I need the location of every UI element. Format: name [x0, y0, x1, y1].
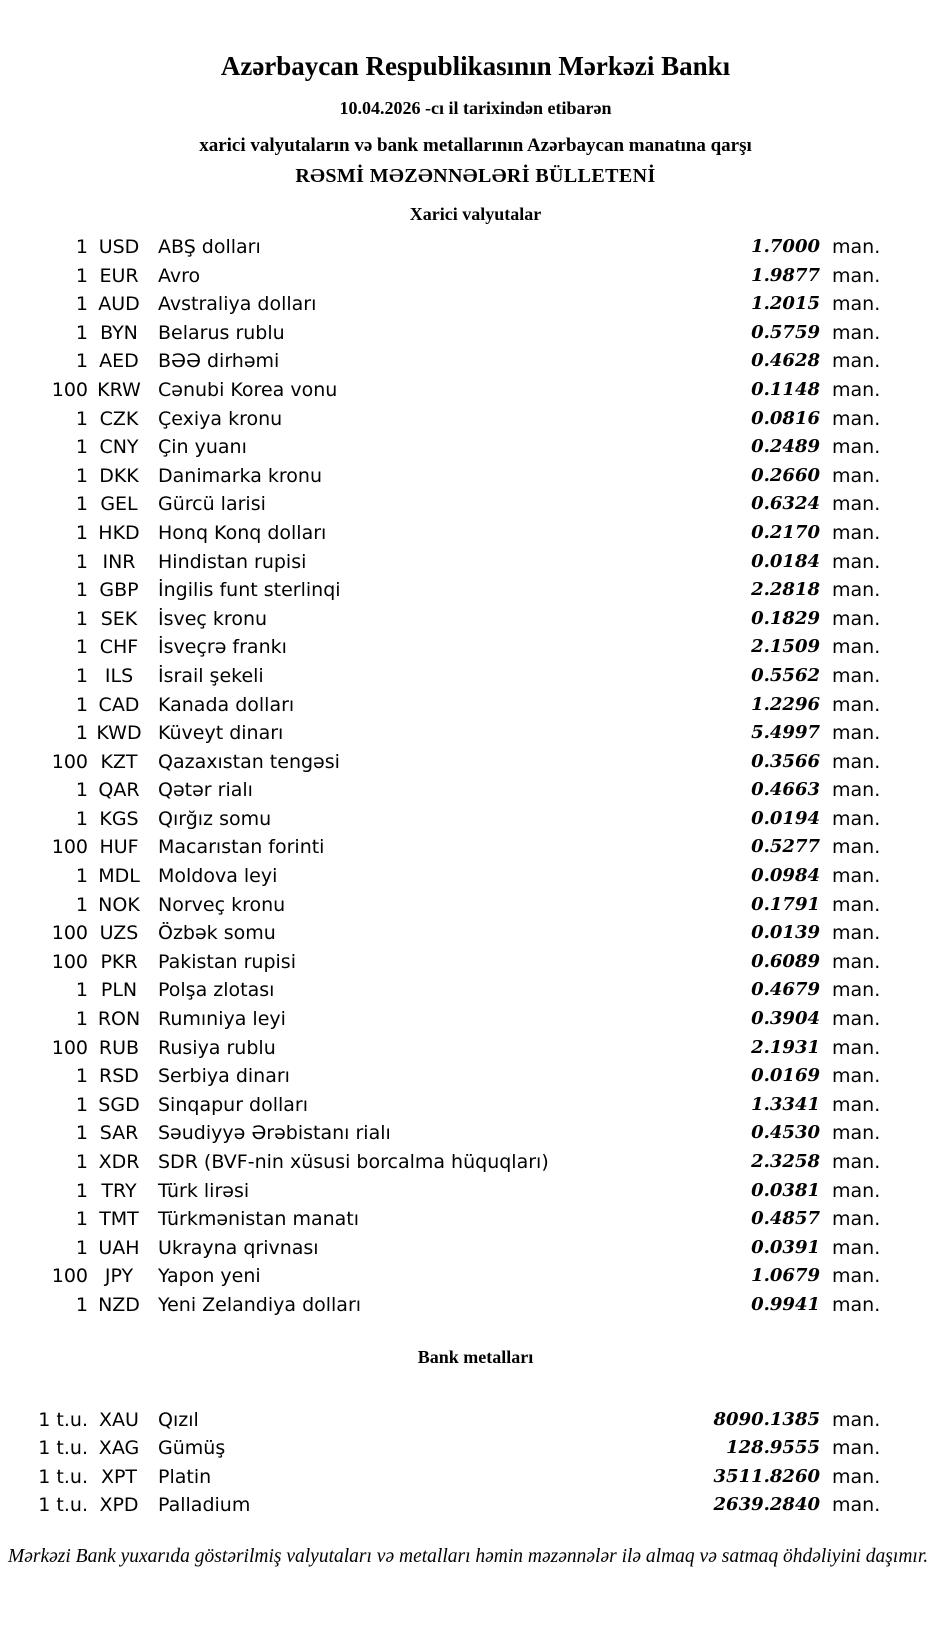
rate-quantity: 1	[75, 1179, 88, 1202]
rate-value: 0.2489	[751, 436, 820, 458]
rate-quantity: 1	[75, 1293, 88, 1316]
rate-quantity: 1	[75, 1151, 88, 1173]
rate-value: 0.5277	[751, 836, 820, 858]
currency-name: Cənubi Korea vonu	[158, 378, 338, 401]
rate-quantity: 1	[75, 521, 88, 544]
currency-code: ILS	[104, 664, 134, 687]
rate-quantity: 1	[75, 436, 88, 459]
currency-code: KWD	[96, 722, 142, 745]
rate-value: 2.1931	[751, 1036, 820, 1058]
rate-row	[0, 576, 880, 605]
rate-value: 0.6324	[751, 493, 820, 515]
rate-value: 0.4628	[751, 350, 820, 372]
rate-row	[0, 376, 880, 405]
currency-code: BYN	[100, 321, 138, 344]
rate-quantity: 1	[75, 1093, 88, 1116]
rate-row	[0, 319, 880, 348]
rate-quantity: 100	[51, 378, 88, 401]
manat-unit-label: man.	[832, 1179, 881, 1202]
rate-value: 0.4530	[751, 1122, 820, 1144]
currency-name: Ukrayna qrivnası	[158, 1236, 319, 1259]
currency-name: Qazaxıstan tengəsi	[158, 750, 340, 773]
currency-name: Macarıstan forinti	[158, 836, 325, 859]
rate-quantity: 1	[75, 407, 88, 430]
currency-code: TMT	[99, 1208, 139, 1231]
rate-quantity: 1	[75, 807, 88, 830]
currency-name: Honq Konq dolları	[158, 521, 327, 544]
rate-value: 2639.2840	[713, 1494, 820, 1516]
rate-quantity: 100	[51, 950, 88, 973]
rate-row	[0, 548, 880, 577]
manat-unit-label: man.	[832, 1494, 881, 1517]
manat-unit-label: man.	[832, 1236, 881, 1259]
rate-value: 8090.1385	[713, 1408, 820, 1430]
manat-unit-label: man.	[832, 779, 881, 802]
currency-code: UAH	[98, 1236, 140, 1259]
currency-code: RUB	[98, 1036, 140, 1059]
rate-quantity: 1	[75, 464, 88, 487]
currency-name: Rumıniya leyi	[158, 1008, 286, 1031]
rate-row	[0, 1148, 880, 1177]
rate-quantity: 1	[75, 979, 88, 1002]
currency-code: TRY	[101, 1179, 137, 1202]
manat-unit-label: man.	[832, 922, 881, 945]
manat-unit-label: man.	[832, 436, 881, 459]
currency-code: KRW	[97, 378, 141, 401]
rate-quantity: 100	[51, 1265, 88, 1288]
currency-code: INR	[102, 550, 136, 573]
manat-unit-label: man.	[832, 807, 881, 830]
rate-quantity: 1	[75, 779, 88, 802]
rate-row	[0, 1177, 880, 1206]
rate-value: 1.3341	[751, 1093, 820, 1115]
rate-value: 3511.8260	[713, 1465, 820, 1487]
manat-unit-label: man.	[832, 1437, 881, 1460]
manat-unit-label: man.	[832, 550, 881, 573]
rate-row	[0, 662, 880, 691]
currency-name: Qırğız somu	[158, 807, 272, 830]
rate-row	[0, 433, 880, 462]
currency-name: Çexiya kronu	[158, 407, 283, 430]
currency-code: HKD	[98, 521, 140, 544]
currency-code: AED	[99, 350, 139, 373]
manat-unit-label: man.	[832, 407, 881, 430]
currency-code: MDL	[98, 865, 140, 888]
manat-unit-label: man.	[832, 1036, 881, 1059]
rate-quantity: 1	[75, 1008, 88, 1031]
rate-row	[0, 605, 880, 634]
rate-value: 0.2660	[751, 464, 820, 486]
rate-quantity: 1	[75, 664, 88, 687]
rate-value: 0.4857	[751, 1208, 820, 1230]
rate-quantity: 1	[75, 722, 88, 745]
effective-date-line: 10.04.2026 -cı il tarixindən etibarən	[339, 98, 612, 118]
rate-row	[0, 1234, 880, 1263]
manat-unit-label: man.	[832, 1122, 881, 1145]
rate-value: 1.7000	[751, 236, 820, 257]
manat-unit-label: man.	[832, 236, 881, 258]
currency-name: İngilis funt sterlinqi	[158, 579, 341, 602]
manat-unit-label: man.	[832, 493, 881, 516]
rate-quantity: 100	[51, 836, 88, 859]
rate-quantity: 1	[75, 1208, 88, 1231]
metals-section-title: Bank metalları	[417, 1346, 534, 1367]
rate-value: 2.2818	[751, 579, 820, 601]
manat-unit-label: man.	[832, 264, 881, 287]
rate-row	[0, 976, 880, 1005]
rate-quantity: 100	[51, 922, 88, 945]
currencies-section-title: Xarici valyutalar	[409, 204, 542, 224]
currency-name: Avro	[158, 264, 201, 287]
rate-quantity: 1	[75, 350, 88, 373]
rate-row	[0, 862, 880, 891]
manat-unit-label: man.	[832, 664, 881, 687]
rate-quantity: 1	[75, 607, 88, 630]
rate-quantity: 1	[75, 579, 88, 602]
rate-value: 128.9555	[726, 1437, 820, 1459]
currency-name: Platin	[158, 1465, 212, 1488]
rate-quantity: 1	[75, 493, 88, 516]
rate-quantity: 1	[75, 321, 88, 344]
disclaimer-note: Mərkəzi Bank yuxarıda göstərilmiş valyutaları və metalları həmin məzənnələr ilə almaq və satmaq öhdəliyini daşımır.	[8, 1545, 929, 1567]
manat-unit-label: man.	[832, 521, 881, 544]
currency-name: SDR (BVF-nin xüsusi borcalma hüquqları)	[158, 1151, 549, 1173]
manat-unit-label: man.	[832, 579, 881, 602]
manat-unit-label: man.	[832, 1208, 881, 1231]
manat-unit-label: man.	[832, 979, 881, 1002]
manat-unit-label: man.	[832, 293, 881, 316]
rate-row	[0, 919, 880, 948]
rate-row	[0, 233, 880, 262]
rate-value: 5.4997	[751, 722, 820, 744]
currency-name: Özbək somu	[158, 922, 276, 945]
page-title: Azərbaycan Respublikasının Mərkəzi Bankı	[220, 51, 731, 81]
rate-quantity: 1	[75, 1122, 88, 1145]
currency-name: Kanada dolları	[158, 693, 295, 716]
currency-code: CNY	[99, 436, 139, 459]
currency-name: Gümüş	[158, 1437, 226, 1460]
rate-row	[0, 1434, 880, 1463]
manat-unit-label: man.	[832, 321, 881, 344]
rate-quantity: 1	[75, 1236, 88, 1259]
rate-row	[0, 748, 880, 777]
currency-code: RON	[97, 1008, 141, 1031]
manat-unit-label: man.	[832, 1265, 881, 1288]
rate-row	[0, 290, 880, 319]
rate-value: 0.2170	[751, 521, 820, 543]
manat-unit-label: man.	[832, 836, 881, 859]
rate-quantity: 1	[75, 865, 88, 888]
rate-value: 0.9941	[751, 1293, 820, 1315]
currency-code: SEK	[100, 607, 138, 630]
currency-name: Palladium	[158, 1494, 251, 1517]
currency-code: DKK	[99, 464, 139, 487]
rate-row	[0, 1034, 880, 1063]
currency-code: KGS	[99, 807, 139, 830]
currency-name: Yeni Zelandiya dolları	[158, 1293, 362, 1316]
rate-value: 0.0816	[751, 407, 820, 429]
currency-name: İsveçrə frankı	[158, 636, 287, 659]
currency-name: Norveç kronu	[158, 893, 286, 916]
currency-name: Gürcü larisi	[158, 493, 266, 516]
rate-row	[0, 347, 880, 376]
currency-code: XAU	[99, 1408, 139, 1431]
rate-quantity: 1 t.u.	[38, 1437, 88, 1460]
rate-row	[0, 805, 880, 834]
bulletin-title: RƏSMİ MƏZƏNNƏLƏRİ BÜLLETENİ	[295, 165, 656, 187]
rate-value: 1.0679	[751, 1265, 820, 1287]
metal-rates-table	[0, 1406, 880, 1520]
rate-row	[0, 1005, 880, 1034]
currency-code: XPT	[100, 1465, 138, 1488]
rate-row	[0, 691, 880, 720]
currency-name: Pakistan rupisi	[158, 950, 296, 973]
currency-name: Yapon yeni	[158, 1265, 261, 1288]
currency-code: HUF	[99, 836, 139, 859]
rate-quantity: 1 t.u.	[38, 1494, 88, 1517]
manat-unit-label: man.	[832, 722, 881, 745]
rate-row	[0, 776, 880, 805]
rate-value: 0.3566	[751, 750, 820, 772]
rate-row	[0, 1262, 880, 1291]
rate-row	[0, 519, 880, 548]
manat-unit-label: man.	[832, 607, 881, 630]
rate-row	[0, 490, 880, 519]
rate-value: 0.0139	[751, 922, 820, 944]
rate-row	[0, 405, 880, 434]
currency-name: İsrail şekeli	[158, 664, 264, 687]
currency-name: Qızıl	[158, 1408, 199, 1431]
currency-code: XPD	[99, 1494, 139, 1517]
rate-quantity: 1	[75, 293, 88, 316]
rate-row	[0, 1291, 880, 1320]
rate-row	[0, 262, 880, 291]
currency-code: QAR	[98, 779, 140, 802]
rate-value: 1.2296	[751, 693, 820, 715]
rate-value: 2.3258	[751, 1151, 820, 1172]
currency-rates-table	[0, 233, 880, 1320]
manat-unit-label: man.	[832, 893, 881, 916]
bulletin-page	[0, 50, 951, 1651]
rate-row	[0, 1091, 880, 1120]
rate-value: 0.0984	[751, 865, 820, 887]
currency-name: Qətər rialı	[158, 779, 253, 802]
manat-unit-label: man.	[832, 636, 881, 659]
currency-name: Serbiya dinarı	[158, 1065, 290, 1088]
rate-row	[0, 948, 880, 977]
rate-value: 0.1829	[751, 607, 820, 629]
manat-unit-label: man.	[832, 464, 881, 487]
rate-row	[0, 1062, 880, 1091]
currency-name: Avstraliya dolları	[158, 293, 317, 316]
rate-row	[0, 719, 880, 748]
rate-row	[0, 833, 880, 862]
currency-name: Danimarka kronu	[158, 464, 323, 487]
rate-value: 0.3904	[751, 1008, 820, 1030]
rate-value: 0.0391	[751, 1236, 820, 1258]
manat-unit-label: man.	[832, 378, 881, 401]
bulletin-subtitle: xarici valyutaların və bank metallarının Azərbaycan manatına qarşı	[199, 135, 752, 156]
rate-row	[0, 1205, 880, 1234]
currency-code: XDR	[98, 1151, 140, 1173]
currency-code: GEL	[100, 493, 138, 516]
currency-code: CAD	[98, 693, 140, 716]
rate-quantity: 100	[51, 750, 88, 773]
rate-quantity: 1	[75, 236, 88, 258]
manat-unit-label: man.	[832, 1008, 881, 1031]
manat-unit-label: man.	[832, 1093, 881, 1116]
currency-name: Küveyt dinarı	[158, 722, 284, 745]
rate-value: 0.5759	[751, 321, 820, 343]
currency-name: Moldova leyi	[158, 865, 278, 888]
rate-value: 2.1509	[751, 636, 820, 658]
currency-code: USD	[98, 236, 140, 258]
rate-quantity: 1 t.u.	[38, 1465, 88, 1488]
currency-name: ABŞ dolları	[158, 236, 261, 258]
rate-quantity: 1	[75, 550, 88, 573]
manat-unit-label: man.	[832, 1293, 881, 1316]
manat-unit-label: man.	[832, 1151, 881, 1173]
rate-row	[0, 1463, 880, 1492]
currency-code: PKR	[100, 950, 138, 973]
currency-code: JPY	[104, 1265, 134, 1288]
rate-value: 1.2015	[751, 293, 820, 315]
rate-value: 0.5562	[751, 664, 820, 686]
currency-name: Belarus rublu	[158, 321, 285, 344]
rate-value: 0.0381	[751, 1179, 820, 1201]
currency-code: PLN	[100, 979, 138, 1002]
currency-name: Rusiya rublu	[158, 1036, 276, 1059]
manat-unit-label: man.	[832, 1408, 881, 1431]
rate-quantity: 1	[75, 264, 88, 287]
rate-quantity: 1	[75, 693, 88, 716]
rate-value: 0.0169	[751, 1065, 820, 1087]
currency-code: SGD	[98, 1093, 140, 1116]
manat-unit-label: man.	[832, 1465, 881, 1488]
rate-value: 0.1148	[751, 378, 820, 400]
currency-code: GBP	[99, 579, 139, 602]
rate-quantity: 1	[75, 636, 88, 659]
currency-code: CZK	[99, 407, 139, 430]
rate-quantity: 1	[75, 1065, 88, 1088]
manat-unit-label: man.	[832, 693, 881, 716]
rate-value: 1.9877	[751, 264, 820, 286]
currency-name: Səudiyyə Ərəbistanı rialı	[158, 1122, 391, 1145]
rate-value: 0.4679	[751, 979, 820, 1001]
manat-unit-label: man.	[832, 350, 881, 373]
rate-row	[0, 462, 880, 491]
manat-unit-label: man.	[832, 950, 881, 973]
currency-code: UZS	[99, 922, 139, 945]
rate-value: 0.0184	[751, 550, 820, 572]
currency-code: XAG	[98, 1437, 140, 1460]
currency-name: BƏƏ dirhəmi	[158, 350, 280, 373]
rate-row	[0, 633, 880, 662]
rate-value: 0.0194	[751, 807, 820, 829]
manat-unit-label: man.	[832, 750, 881, 773]
currency-name: İsveç kronu	[158, 607, 268, 630]
currency-name: Çin yuanı	[158, 436, 247, 459]
currency-code: NOK	[98, 893, 140, 916]
rate-value: 0.6089	[751, 950, 820, 972]
rate-row	[0, 1406, 880, 1435]
rate-row	[0, 891, 880, 920]
currency-name: Türk lirəsi	[158, 1179, 250, 1202]
rate-value: 0.1791	[751, 893, 820, 915]
currency-code: AUD	[98, 293, 140, 316]
currency-code: RSD	[99, 1065, 139, 1088]
manat-unit-label: man.	[832, 1065, 881, 1088]
currency-code: NZD	[98, 1293, 140, 1316]
currency-code: KZT	[100, 750, 138, 773]
manat-unit-label: man.	[832, 865, 881, 888]
currency-name: Hindistan rupisi	[158, 550, 307, 573]
currency-name: Polşa zlotası	[158, 979, 275, 1002]
rate-quantity: 1	[75, 893, 88, 916]
currency-code: SAR	[99, 1122, 139, 1145]
currency-code: CHF	[99, 636, 139, 659]
currency-name: Sinqapur dolları	[158, 1093, 309, 1116]
rate-quantity: 100	[51, 1036, 88, 1059]
rate-row	[0, 1491, 880, 1520]
rate-row	[0, 1119, 880, 1148]
rate-value: 0.4663	[751, 779, 820, 801]
currency-name: Türkmənistan manatı	[158, 1208, 360, 1231]
rate-quantity: 1 t.u.	[38, 1408, 88, 1431]
currency-code: EUR	[99, 264, 139, 287]
